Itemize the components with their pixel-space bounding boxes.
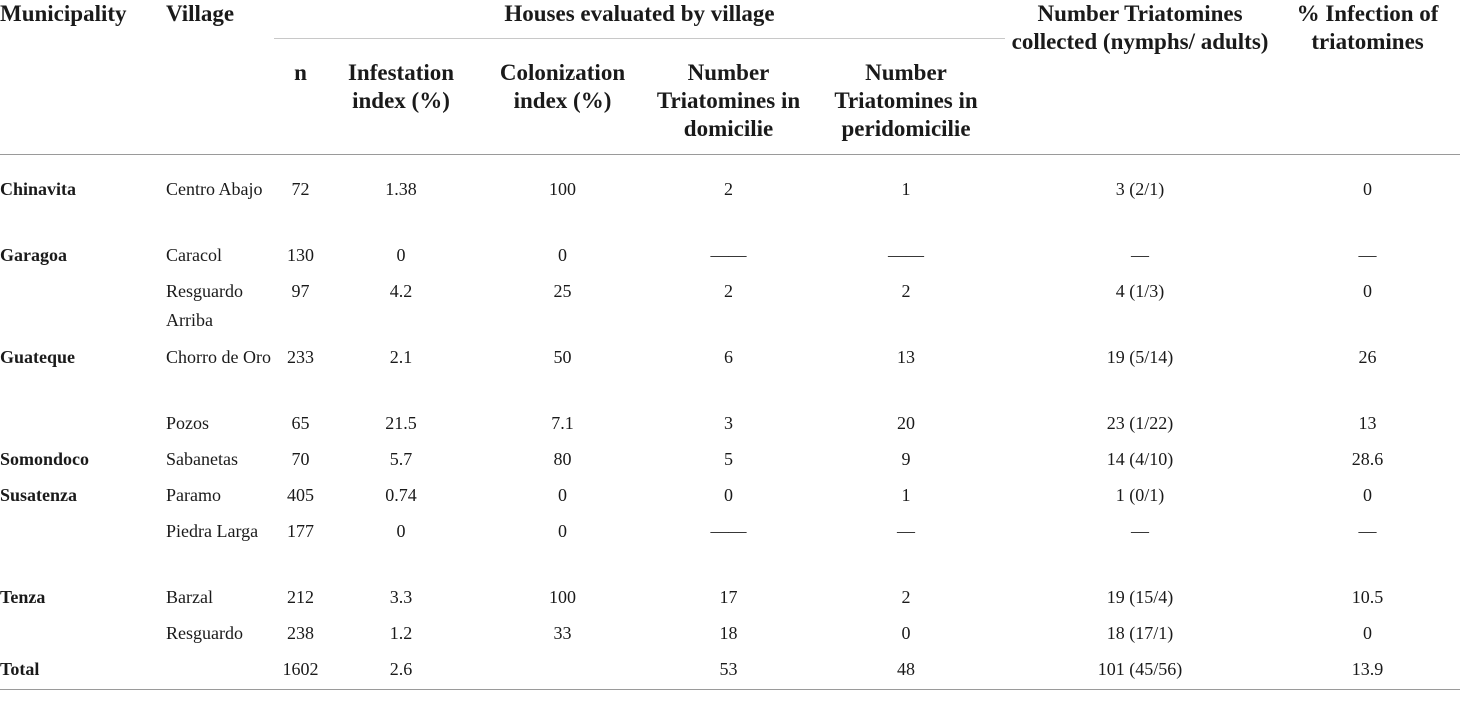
cell-peridomicilie: 20 bbox=[897, 412, 916, 433]
cell-n: 1602 bbox=[274, 655, 327, 690]
cell-infection: 0 bbox=[1363, 484, 1373, 505]
cell-domicilie: 2 bbox=[724, 179, 733, 199]
cell-domicilie: 53 bbox=[650, 655, 807, 690]
cell-colonization: 100 bbox=[549, 179, 576, 199]
cell-domicilie: 0 bbox=[724, 484, 733, 505]
cell-municipality: Susatenza bbox=[0, 484, 78, 505]
cell-domicilie: —— bbox=[710, 520, 747, 541]
cell-collected: — bbox=[1131, 244, 1150, 265]
cell-n: 233 bbox=[287, 346, 314, 367]
cell-municipality bbox=[0, 277, 162, 343]
cell-peridomicilie: 2 bbox=[901, 280, 911, 301]
cell-infection: 0 bbox=[1363, 280, 1373, 301]
cell-infection: 28.6 bbox=[1351, 448, 1384, 469]
header-infection: % Infection of triatomines bbox=[1275, 0, 1460, 155]
header-n: n bbox=[274, 39, 327, 155]
cell-peridomicilie: —— bbox=[888, 244, 925, 265]
table-row bbox=[0, 277, 1460, 343]
header-houses-group: Houses evaluated by village bbox=[274, 0, 1005, 39]
cell-collected: 19 (5/14) bbox=[1106, 346, 1174, 367]
cell-n: 97 bbox=[291, 280, 310, 301]
cell-n: 238 bbox=[287, 622, 314, 643]
cell-peridomicilie: 9 bbox=[901, 448, 911, 469]
cell-peridomicilie: — bbox=[897, 520, 916, 541]
cell-colonization: 0 bbox=[558, 520, 567, 541]
cell-domicilie: 3 bbox=[724, 412, 733, 433]
cell-collected: 14 (4/10) bbox=[1106, 448, 1174, 469]
cell-village: Chorro de Oro bbox=[166, 346, 271, 367]
header-colonization: Colonization index (%) bbox=[475, 39, 650, 155]
cell-collected: 3 (2/1) bbox=[1115, 179, 1165, 199]
cell-n: 405 bbox=[287, 484, 314, 505]
cell-peridomicilie: 48 bbox=[807, 655, 1005, 690]
cell-infestation: 21.5 bbox=[385, 412, 417, 433]
cell-village: Resguardo Arriba bbox=[166, 280, 243, 330]
cell-collected: 18 (17/1) bbox=[1106, 622, 1174, 643]
cell-infection: 0 bbox=[1363, 179, 1373, 199]
total-row bbox=[0, 655, 1460, 690]
cell-village: Resguardo bbox=[166, 622, 243, 643]
table-row bbox=[0, 481, 1460, 517]
table-row bbox=[0, 619, 1460, 655]
table-row bbox=[0, 517, 1460, 583]
cell-n: 70 bbox=[291, 448, 310, 469]
cell-peridomicilie: 2 bbox=[901, 586, 911, 607]
cell-domicilie: 5 bbox=[724, 448, 733, 469]
cell-colonization bbox=[475, 655, 650, 690]
cell-infection: 13.9 bbox=[1275, 655, 1460, 690]
cell-infection: 26 bbox=[1358, 346, 1377, 367]
cell-domicilie: 18 bbox=[719, 622, 738, 643]
cell-municipality: Garagoa bbox=[0, 244, 67, 265]
cell-municipality bbox=[0, 409, 162, 445]
cell-municipality bbox=[0, 619, 162, 655]
table-row bbox=[0, 409, 1460, 445]
cell-municipality: Guateque bbox=[0, 346, 76, 367]
cell-collected: 1 (0/1) bbox=[1115, 484, 1165, 505]
cell-colonization: 80 bbox=[553, 448, 572, 469]
cell-municipality bbox=[0, 517, 162, 583]
cell-infestation: 2.6 bbox=[327, 655, 475, 690]
cell-domicilie: —— bbox=[710, 244, 747, 265]
cell-collected: 101 (45/56) bbox=[1005, 655, 1275, 690]
cell-village: Paramo bbox=[166, 484, 221, 505]
header-infestation: Infestation index (%) bbox=[327, 39, 475, 155]
cell-infection: 13 bbox=[1358, 412, 1377, 433]
cell-domicilie: 6 bbox=[724, 346, 733, 367]
cell-infestation: 0.74 bbox=[385, 484, 417, 505]
cell-collected: — bbox=[1131, 520, 1150, 541]
cell-domicilie: 2 bbox=[724, 280, 733, 301]
cell-n: 72 bbox=[291, 179, 310, 199]
cell-municipality: Tenza bbox=[0, 586, 46, 607]
cell-collected: 23 (1/22) bbox=[1106, 412, 1174, 433]
table-row bbox=[0, 155, 1460, 241]
cell-colonization: 50 bbox=[553, 346, 572, 367]
cell-n: 177 bbox=[287, 520, 314, 541]
cell-collected: 19 (15/4) bbox=[1106, 586, 1174, 607]
cell-infection: — bbox=[1358, 244, 1377, 265]
cell-colonization: 25 bbox=[553, 280, 572, 301]
cell-municipality: Chinavita bbox=[0, 179, 77, 199]
header-municipality: Municipality bbox=[0, 0, 162, 155]
header-collected: Number Triatomines collected (nymphs/ adults) bbox=[1005, 0, 1275, 155]
cell-village: Centro Abajo bbox=[166, 179, 263, 199]
cell-infestation: 1.38 bbox=[385, 179, 417, 199]
cell-infestation: 3.3 bbox=[389, 586, 413, 607]
cell-colonization: 100 bbox=[549, 586, 576, 607]
cell-municipality: Somondoco bbox=[0, 448, 90, 469]
cell-total-label: Total bbox=[0, 655, 162, 690]
cell-collected: 4 (1/3) bbox=[1115, 280, 1165, 301]
cell-village bbox=[162, 655, 274, 690]
cell-infestation: 5.7 bbox=[389, 448, 413, 469]
cell-infestation: 2.1 bbox=[389, 346, 413, 367]
cell-peridomicilie: 1 bbox=[901, 179, 911, 199]
table-row bbox=[0, 445, 1460, 481]
cell-village: Piedra Larga bbox=[166, 520, 259, 541]
cell-infestation: 1.2 bbox=[389, 622, 413, 643]
header-domicilie: Number Triatomines in domicilie bbox=[650, 39, 807, 155]
cell-colonization: 7.1 bbox=[551, 412, 574, 433]
cell-peridomicilie: 13 bbox=[897, 346, 916, 367]
cell-colonization: 33 bbox=[553, 622, 572, 643]
cell-infection: 0 bbox=[1363, 622, 1373, 643]
cell-domicilie: 17 bbox=[719, 586, 738, 607]
cell-n: 212 bbox=[287, 586, 314, 607]
cell-infestation: 4.2 bbox=[389, 280, 413, 301]
cell-peridomicilie: 1 bbox=[901, 484, 911, 505]
cell-infection: — bbox=[1358, 520, 1377, 541]
cell-infestation: 0 bbox=[396, 520, 406, 541]
table-body bbox=[0, 155, 1460, 690]
cell-colonization: 0 bbox=[558, 244, 567, 265]
cell-village: Barzal bbox=[166, 586, 213, 607]
cell-peridomicilie: 0 bbox=[901, 622, 911, 643]
cell-n: 65 bbox=[291, 412, 310, 433]
header-peridomicilie: Number Triatomines in peridomicilie bbox=[807, 39, 1005, 155]
cell-infection: 10.5 bbox=[1351, 586, 1384, 607]
cell-village: Sabanetas bbox=[166, 448, 238, 469]
table-row bbox=[0, 343, 1460, 409]
table-row bbox=[0, 583, 1460, 619]
cell-village: Pozos bbox=[166, 412, 210, 433]
cell-village: Caracol bbox=[166, 244, 222, 265]
cell-n: 130 bbox=[287, 244, 314, 265]
cell-infestation: 0 bbox=[396, 244, 406, 265]
table-row bbox=[0, 241, 1460, 277]
header-village: Village bbox=[162, 0, 274, 155]
table-header bbox=[0, 0, 1460, 155]
cell-colonization: 0 bbox=[558, 484, 567, 505]
